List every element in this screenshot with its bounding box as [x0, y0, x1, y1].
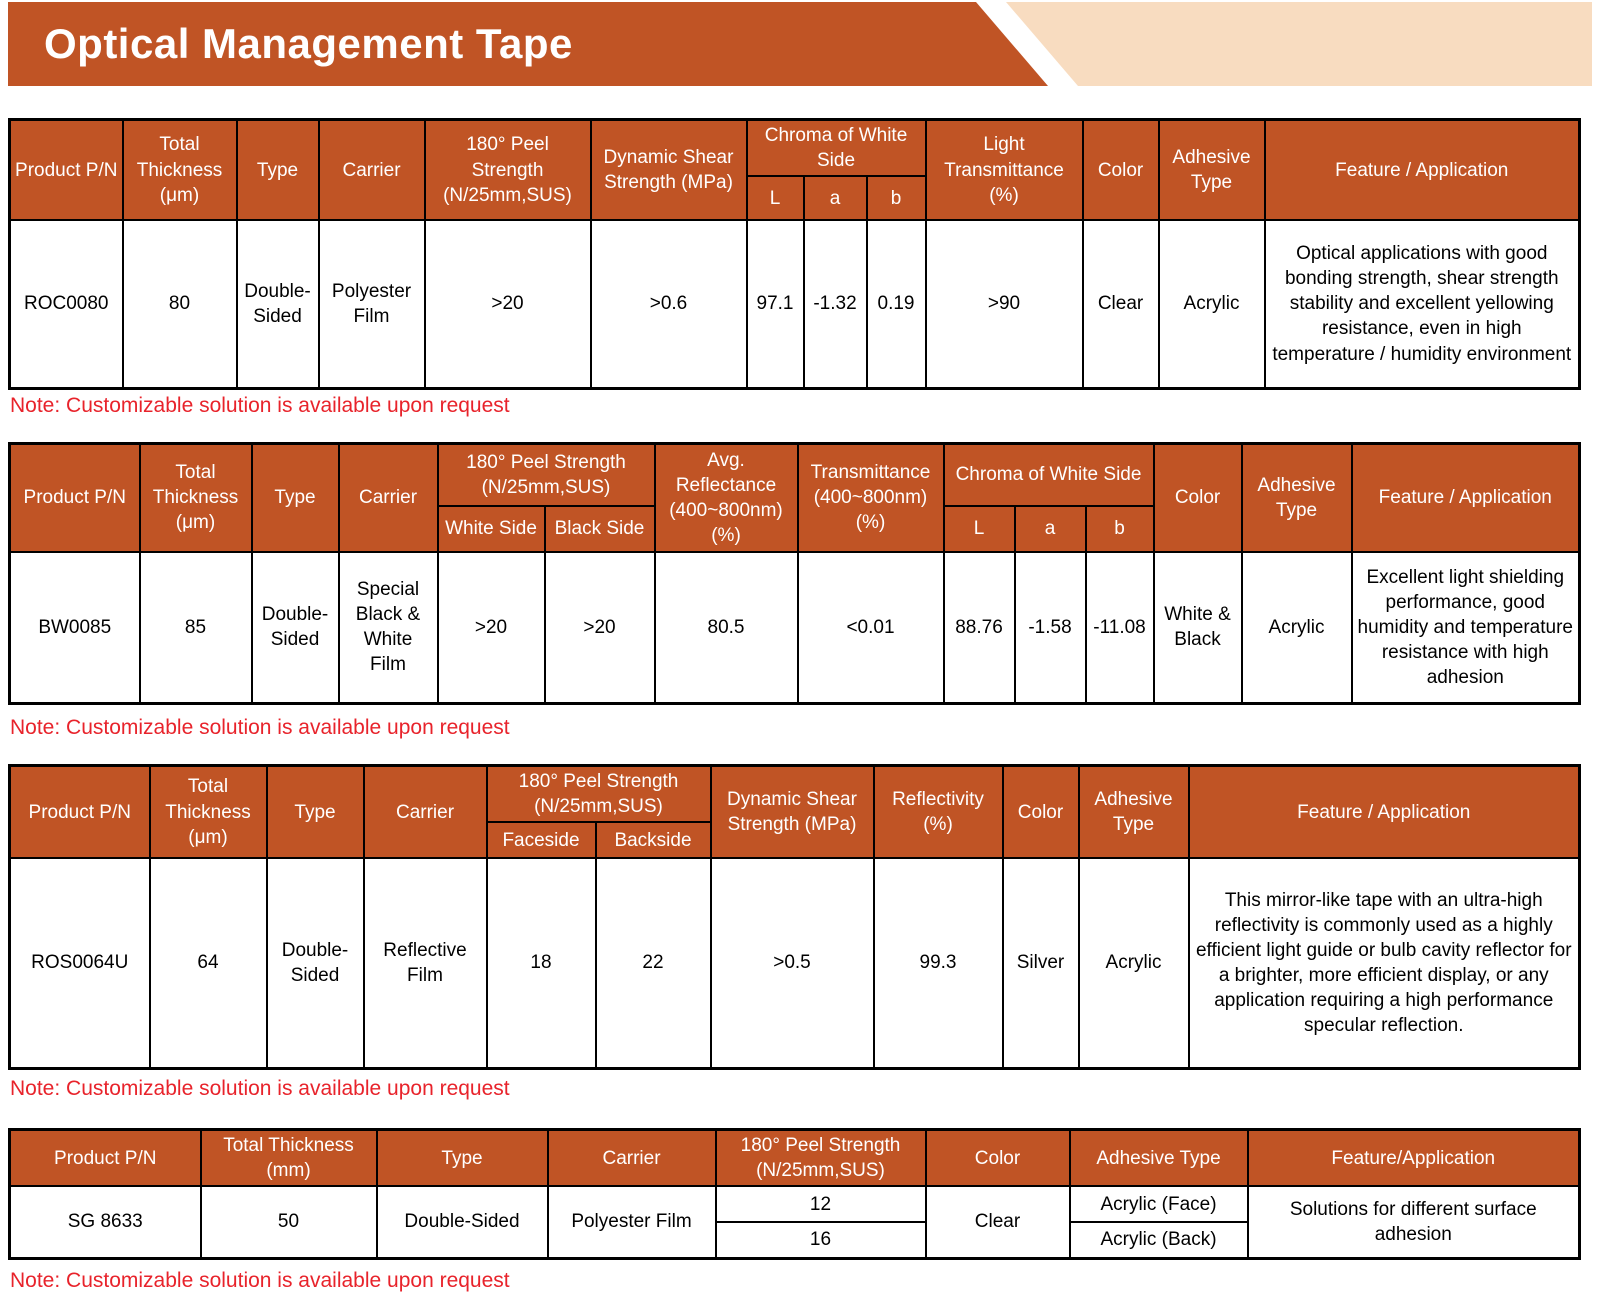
t2-h-b: b — [1086, 506, 1154, 552]
table-row — [10, 1186, 1580, 1222]
t1-cell-peel-strength: >20 — [425, 220, 591, 388]
t1-cell-product-pn: ROC0080 — [10, 220, 123, 388]
table-sg8633 — [8, 1128, 1581, 1260]
note-table2: Note: Customizable solution is available upon request — [10, 716, 510, 739]
t2-h-carrier: Carrier — [339, 444, 438, 552]
t3-h-type: Type — [267, 766, 364, 859]
t4-cell-total-thickness: 50 — [201, 1186, 377, 1258]
t2-cell-carrier: Special Black & White Film — [339, 552, 438, 704]
t1-h-feature: Feature / Application — [1265, 120, 1580, 221]
t4-h-feature: Feature/Application — [1248, 1130, 1580, 1187]
t2-h-feature: Feature / Application — [1352, 444, 1580, 552]
t1-cell-dynamic-shear: >0.6 — [591, 220, 747, 388]
t3-h-total-thickness: Total Thickness (μm) — [150, 766, 267, 859]
t2-h-black-side: Black Side — [545, 506, 655, 552]
t2-cell-total-thickness: 85 — [140, 552, 252, 704]
t1-h-total-thickness: Total Thickness (μm) — [123, 120, 237, 221]
t2-h-transmittance: Transmittance (400~800nm) (%) — [798, 444, 944, 552]
t4-cell-color: Clear — [926, 1186, 1070, 1258]
t4-cell-peel-back: 16 — [716, 1222, 926, 1258]
t2-h-total-thickness: Total Thickness (μm) — [140, 444, 252, 552]
t1-h-type: Type — [237, 120, 319, 221]
t1-h-chroma: Chroma of White Side — [747, 120, 926, 177]
t1-h-product-pn: Product P/N — [10, 120, 123, 221]
title-banner — [8, 2, 1592, 86]
t2-cell-type: Double-Sided — [252, 552, 339, 704]
t3-cell-peel-back: 22 — [596, 858, 711, 1068]
t2-cell-avg-reflectance: 80.5 — [655, 552, 798, 704]
t3-h-color: Color — [1003, 766, 1079, 859]
t4-h-peel-strength: 180° Peel Strength (N/25mm,SUS) — [716, 1130, 926, 1187]
t3-cell-product-pn: ROS0064U — [10, 858, 150, 1068]
t1-cell-light-transmittance: >90 — [926, 220, 1083, 388]
t2-h-peel-strength: 180° Peel Strength (N/25mm,SUS) — [438, 444, 655, 506]
t3-cell-feature: This mirror-like tape with an ultra-high reflectivity is commonly used as a highly efficient light guide or bulb cavity reflector for a brighter, more efficient display, or any application requiring a high performance specular reflection. — [1189, 858, 1580, 1068]
t1-cell-a: -1.32 — [804, 220, 867, 388]
note-table1: Note: Customizable solution is available upon request — [10, 394, 510, 417]
t4-h-type: Type — [377, 1130, 548, 1187]
t2-h-l: L — [944, 506, 1015, 552]
t2-cell-a: -1.58 — [1015, 552, 1086, 704]
t1-cell-adhesive-type: Acrylic — [1159, 220, 1265, 388]
t4-h-adhesive-type: Adhesive Type — [1070, 1130, 1248, 1187]
table-row — [10, 552, 1580, 704]
t3-h-feature: Feature / Application — [1189, 766, 1580, 859]
t2-cell-transmittance: <0.01 — [798, 552, 944, 704]
t3-cell-carrier: Reflective Film — [364, 858, 487, 1068]
t1-cell-l: 97.1 — [747, 220, 804, 388]
t1-h-b: b — [867, 176, 926, 220]
t3-h-faceside: Faceside — [487, 822, 596, 858]
t4-cell-type: Double-Sided — [377, 1186, 548, 1258]
t3-h-reflectivity: Reflectivity (%) — [874, 766, 1003, 859]
t3-h-carrier: Carrier — [364, 766, 487, 859]
t3-cell-color: Silver — [1003, 858, 1079, 1068]
t3-h-backside: Backside — [596, 822, 711, 858]
table-bw0085 — [8, 442, 1581, 705]
t4-cell-adhesive-face: Acrylic (Face) — [1070, 1186, 1248, 1222]
t4-cell-peel-face: 12 — [716, 1186, 926, 1222]
t2-h-product-pn: Product P/N — [10, 444, 140, 552]
t1-h-adhesive-type: Adhesive Type — [1159, 120, 1265, 221]
t2-cell-b: -11.08 — [1086, 552, 1154, 704]
note-table3: Note: Customizable solution is available upon request — [10, 1077, 510, 1100]
t1-h-light-transmittance: Light Transmittance (%) — [926, 120, 1083, 221]
t1-cell-carrier: Polyester Film — [319, 220, 425, 388]
t1-h-peel-strength: 180° Peel Strength (N/25mm,SUS) — [425, 120, 591, 221]
t2-cell-feature: Excellent light shielding performance, good humidity and temperature resistance with high adhesion — [1352, 552, 1580, 704]
t3-h-adhesive-type: Adhesive Type — [1079, 766, 1189, 859]
t3-cell-reflectivity: 99.3 — [874, 858, 1003, 1068]
t4-h-product-pn: Product P/N — [10, 1130, 201, 1187]
table-row — [10, 858, 1580, 1068]
t3-h-dynamic-shear: Dynamic Shear Strength (MPa) — [711, 766, 874, 859]
t3-cell-dynamic-shear: >0.5 — [711, 858, 874, 1068]
t1-h-dynamic-shear: Dynamic Shear Strength (MPa) — [591, 120, 747, 221]
t3-cell-type: Double-Sided — [267, 858, 364, 1068]
t2-h-chroma: Chroma of White Side — [944, 444, 1154, 506]
t1-cell-type: Double-Sided — [237, 220, 319, 388]
page-title: Optical Management Tape — [44, 20, 573, 67]
t4-h-total-thickness: Total Thickness (mm) — [201, 1130, 377, 1187]
t1-h-l: L — [747, 176, 804, 220]
t4-h-color: Color — [926, 1130, 1070, 1187]
t3-h-peel-strength: 180° Peel Strength (N/25mm,SUS) — [487, 766, 711, 823]
t4-cell-feature: Solutions for different surface adhesion — [1248, 1186, 1580, 1258]
t4-cell-product-pn: SG 8633 — [10, 1186, 201, 1258]
t4-cell-adhesive-back: Acrylic (Back) — [1070, 1222, 1248, 1258]
t3-cell-total-thickness: 64 — [150, 858, 267, 1068]
t2-cell-peel-black: >20 — [545, 552, 655, 704]
table-ros0064u — [8, 764, 1581, 1070]
t1-h-carrier: Carrier — [319, 120, 425, 221]
t2-cell-color: White & Black — [1154, 552, 1242, 704]
t1-cell-color: Clear — [1083, 220, 1159, 388]
t2-h-color: Color — [1154, 444, 1242, 552]
t2-h-type: Type — [252, 444, 339, 552]
t1-cell-feature: Optical applications with good bonding strength, shear strength stability and excellent yellowing resistance, even in high temperature / humidity environment — [1265, 220, 1580, 388]
t4-cell-carrier: Polyester Film — [548, 1186, 716, 1258]
t2-h-a: a — [1015, 506, 1086, 552]
t2-cell-peel-white: >20 — [438, 552, 545, 704]
t1-cell-b: 0.19 — [867, 220, 926, 388]
t1-h-color: Color — [1083, 120, 1159, 221]
t3-h-product-pn: Product P/N — [10, 766, 150, 859]
t3-cell-adhesive-type: Acrylic — [1079, 858, 1189, 1068]
t1-cell-total-thickness: 80 — [123, 220, 237, 388]
t2-h-avg-reflectance: Avg. Reflectance (400~800nm) (%) — [655, 444, 798, 552]
note-table4: Note: Customizable solution is available upon request — [10, 1269, 510, 1292]
t2-cell-adhesive-type: Acrylic — [1242, 552, 1352, 704]
table-roc0080 — [8, 118, 1581, 390]
t2-h-white-side: White Side — [438, 506, 545, 552]
t2-cell-product-pn: BW0085 — [10, 552, 140, 704]
t1-h-a: a — [804, 176, 867, 220]
t4-h-carrier: Carrier — [548, 1130, 716, 1187]
t2-cell-l: 88.76 — [944, 552, 1015, 704]
t2-h-adhesive-type: Adhesive Type — [1242, 444, 1352, 552]
table-row — [10, 220, 1580, 388]
banner-peach-stripe — [990, 2, 1592, 86]
t3-cell-peel-face: 18 — [487, 858, 596, 1068]
